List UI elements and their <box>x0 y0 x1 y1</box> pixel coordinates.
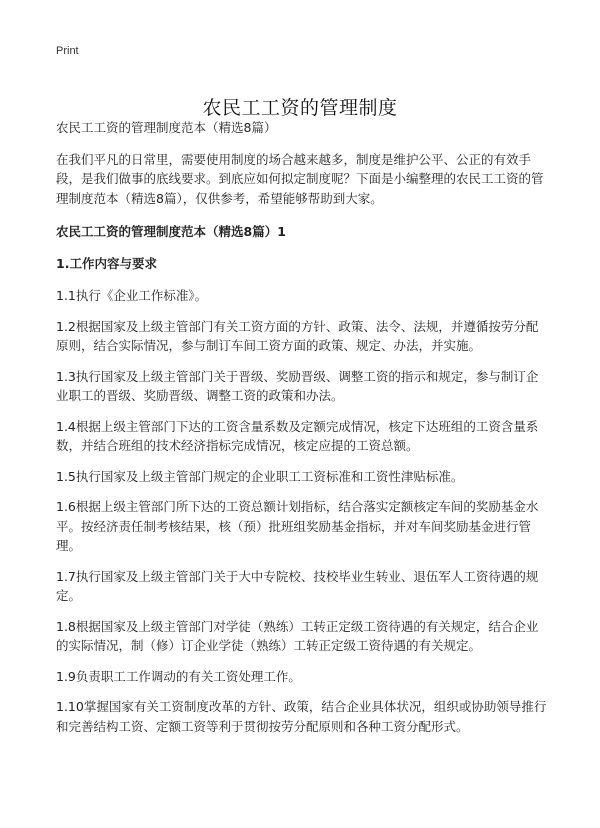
list-item-1-4: 1.4根据上级主管部门下达的工资含量系数及定额完成情况，核定下达班组的工资含量系数，并结合班组的技术经济指标完成情况，核定应提的工资总额。 <box>56 418 539 453</box>
document-body <box>56 118 548 747</box>
print-label: Print <box>56 45 79 57</box>
list-item-1-1: 1.1执行《企业工作标准》。 <box>56 288 208 303</box>
list-item-1-5: 1.5执行国家及上级主管部门规定的企业职工工资标准和工资性津贴标准。 <box>56 468 464 484</box>
list-item-1-6: 1.6根据上级主管部门所下达的工资总额计划指标，结合落实定额核定车间的奖励基金水平。按经济责任制考核结果，核（预）批班组奖励基金指标，并对车间奖励基金进行管理。 <box>56 499 539 553</box>
list-item-1-10: 1.10掌握国家有关工资制度改革的方针、政策，结合企业具体状况，组织或协助领导推行和完善结构工资、定额工资等利于贯彻按劳分配原则和各种工资分配形式。 <box>56 699 547 734</box>
intro-paragraph: 在我们平凡的日常里，需要使用制度的场合越来越多，制度是维护公平、公正的有效手段，是我们做事的底线要求。到底应如何拟定制度呢？下面是小编整理的农民工工资的管理制度范本（精选8篇），仅供参考，希望能够帮助到大家。 <box>56 151 544 206</box>
document-subtitle: 农民工工资的管理制度范本（精选8篇） <box>56 120 277 135</box>
list-item-1-7: 1.7执行国家及上级主管部门关于大中专院校、技校毕业生转业、退伍军人工资待遇的规定。 <box>56 568 539 603</box>
section-title: 农民工工资的管理制度范本（精选8篇）1 <box>56 224 286 239</box>
list-item-1-3: 1.3执行国家及上级主管部门关于晋级、奖励晋级、调整工资的指示和规定，参与制订企业职工的晋级、奖励晋级、调整工资的政策和办法。 <box>56 368 539 403</box>
list-item-1-9: 1.9负责职工工作调动的有关工资处理工作。 <box>56 668 301 684</box>
sub-heading: 1.工作内容与要求 <box>56 255 157 271</box>
list-item-1-2: 1.2根据国家及上级主管部门有关工资方面的方针、政策、法令、法规，并遵循按劳分配原则，结合实际情况，参与制订车间工资方面的政策、规定、办法，并实施。 <box>56 318 539 353</box>
list-item-1-8: 1.8根据国家及上级主管部门对学徒（熟练）工转正定级工资待遇的有关规定，结合企业的实际情况，制（修）订企业学徒（熟练）工转正定级工资待遇的有关规定。 <box>56 618 539 653</box>
document-title: 农民工工资的管理制度 <box>202 96 398 119</box>
